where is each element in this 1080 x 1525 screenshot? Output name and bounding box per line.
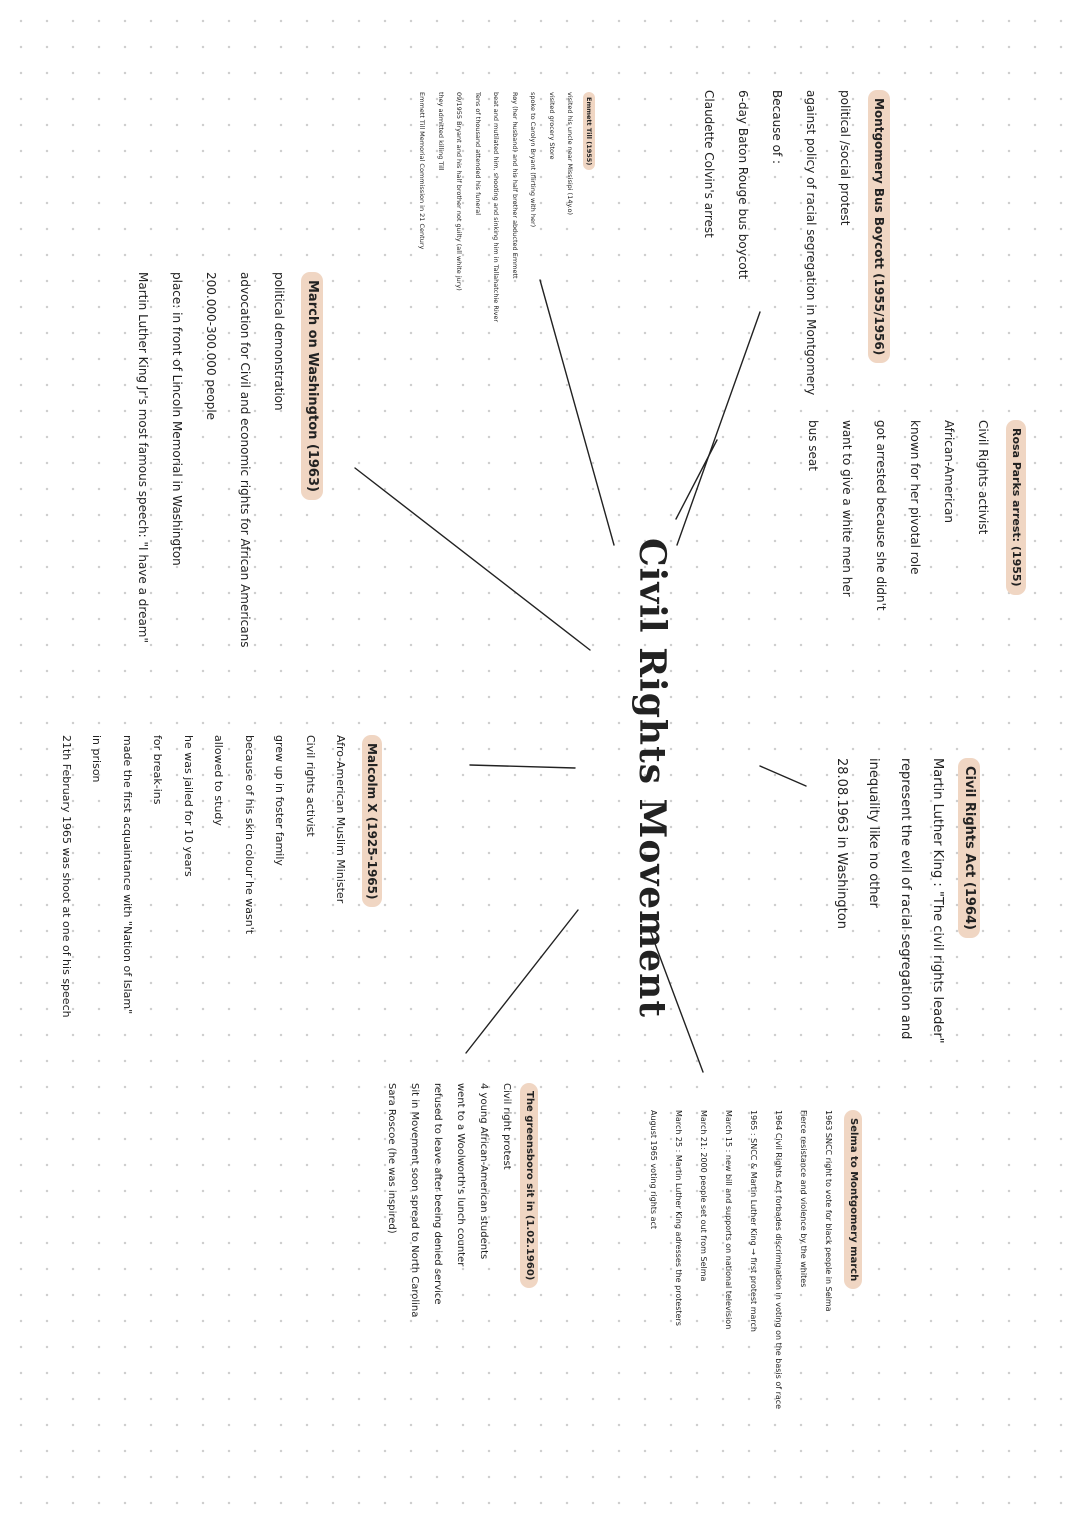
selma-line-5: March 15 : new bill and supports on national television <box>724 1110 733 1330</box>
rosa-line-6: bus seat <box>806 420 820 471</box>
greensboro-line-1: Civil right protest <box>501 1083 512 1170</box>
greensboro-sit-in-block <box>380 1083 541 1317</box>
connector-cra <box>760 766 806 786</box>
malcolm-line-5: allowed to study <box>212 735 226 826</box>
selma-line-8: August 1965 voting rights act <box>649 1110 658 1230</box>
march-line-2: advocation for Civil and economic rights for African Americans <box>238 272 252 648</box>
selma-line-2: Fierce resistance and violence by the whites <box>799 1110 808 1288</box>
emmett-line-9: Emmett Till Memorial Commission in 21 Century <box>418 92 427 250</box>
malcolm-line-6: he was jailed for 10 years <box>182 735 195 877</box>
emmett-line-7: 09/1955 Bryant and his half brother not guilty (all white jury) <box>455 92 464 291</box>
march-title: March on Washington (1963) <box>301 272 323 500</box>
rosa-parks-block <box>796 420 1034 611</box>
malcolm-line-1: Afro-American Muslim Minister <box>334 735 348 904</box>
montgomery-line-1: political /social protest <box>838 90 852 226</box>
emmett-line-5: beat and mutilated him, shooting and sinking him in Tallahatchie River <box>492 92 501 323</box>
montgomery-line-5: Claudette Colvin's arrest <box>702 90 716 238</box>
malcolm-x-block <box>51 735 387 1018</box>
montgomery-line-4: 6-day Baton Rouge bus boycott <box>736 90 750 280</box>
march-line-4: place: in front of Lincoln Memorial in Washington <box>170 272 184 566</box>
cra-line-4: 28.08.1963 in Washington <box>834 758 849 929</box>
cra-line-2: represent the evil of racial segregation and <box>898 758 913 1040</box>
malcolm-line-9: in prison <box>90 735 104 783</box>
connector-greensboro <box>466 910 578 1053</box>
emmett-line-4: Roy (her husband) and his half brother abducted Emmett <box>511 92 519 279</box>
march-line-5: Martin Luther King Jr's most famous speech: "I have a dream" <box>136 272 150 644</box>
montgomery-line-3: Because of : <box>770 90 784 165</box>
central-title <box>631 538 673 1018</box>
emmett-line-1: visited his uncle near Missisipi (14y.o) <box>566 92 575 215</box>
montgomery-line-2: against policy of racial segregation in Montgomery <box>804 90 818 396</box>
emmett-line-3: spoke to Carolyn Bryant (flirting with her) <box>529 92 538 228</box>
montgomery-boycott-block <box>692 90 896 395</box>
malcolm-line-10: 21th February 1965 was shoot at one of his speech <box>60 735 73 1018</box>
malcolm-line-4: because of his skin colour he wasn't <box>243 735 256 935</box>
cra-line-1: Martin Luther King : "The civil rights leader" <box>930 758 945 1044</box>
rosa-parks-title: Rosa Parks arrest: (1955) <box>1006 420 1026 595</box>
selma-line-3: 1964 Civil Rights Act forbades discrimination in voting on the basis of race <box>774 1110 783 1410</box>
cra-title: Civil Rights Act (1964) <box>958 758 980 938</box>
rosa-line-1: Civil Rights activist <box>976 420 990 535</box>
selma-line-4: 1965 : SNCC & Martin Luther King → first protest march <box>749 1110 758 1332</box>
rosa-line-3: known for her pivotal role <box>908 420 922 575</box>
selma-title: Selma to Montgomery march <box>844 1110 862 1289</box>
emmett-till-block <box>413 92 598 322</box>
greensboro-line-5: Sit in Movement soon spread to North Carolina <box>409 1083 420 1318</box>
rosa-line-4: got arrested because she didn't <box>874 420 888 611</box>
greensboro-line-2: 4 young African-American students <box>478 1083 489 1260</box>
montgomery-title: Montgomery Bus Boycott (1955/1956) <box>868 90 890 363</box>
malcolm-line-2: Civil rights activist <box>304 735 317 837</box>
selma-line-6: March 21: 2000 people set out from Selma <box>699 1110 708 1282</box>
connector-malcolm <box>470 765 575 768</box>
greensboro-title: The greensboro sit in (1.02.1960) <box>520 1083 538 1288</box>
malcolm-line-7: for break-ins <box>151 735 165 805</box>
malcolm-line-3: grew up in foster family <box>273 735 287 866</box>
central-title-text: Civil Rights Movement <box>631 538 673 1018</box>
greensboro-line-4: refused to leave after beeing denied service <box>432 1083 443 1305</box>
malcolm-line-8: made the first acquaintance with "Nation of Islam" <box>121 735 134 1015</box>
greensboro-line-6: Sara Roscoe (he was inspired) <box>386 1083 397 1234</box>
march-on-washington-block <box>126 272 330 647</box>
emmett-line-2: visited grocery Store <box>548 92 556 160</box>
rosa-line-5: want to give a white men her <box>840 420 854 597</box>
selma-line-1: 1963 SNCC right to vote for black people in Selma <box>824 1110 833 1312</box>
cra-line-3: inequality like no other <box>866 758 881 908</box>
greensboro-line-3: went to a Woolworth's lunch counter <box>455 1083 466 1267</box>
emmett-line-6: Tens of thousand attended his funeral <box>474 92 482 216</box>
march-line-3: 200.000-300.000 people <box>204 272 218 421</box>
selma-march-block <box>641 1110 866 1409</box>
march-line-1: political demonstration <box>272 272 286 411</box>
civil-rights-act-block <box>825 758 985 1044</box>
connector-march <box>355 468 590 650</box>
emmett-title: Emmett Till (1955) <box>583 92 595 170</box>
selma-line-7: March 25 : Martin Luther King adresses the protesters <box>674 1110 683 1326</box>
malcolm-title: Malcolm X (1925-1965) <box>362 735 382 907</box>
rosa-line-2: African-American <box>942 420 956 524</box>
emmett-line-8: they admitted killing Till <box>437 92 445 171</box>
